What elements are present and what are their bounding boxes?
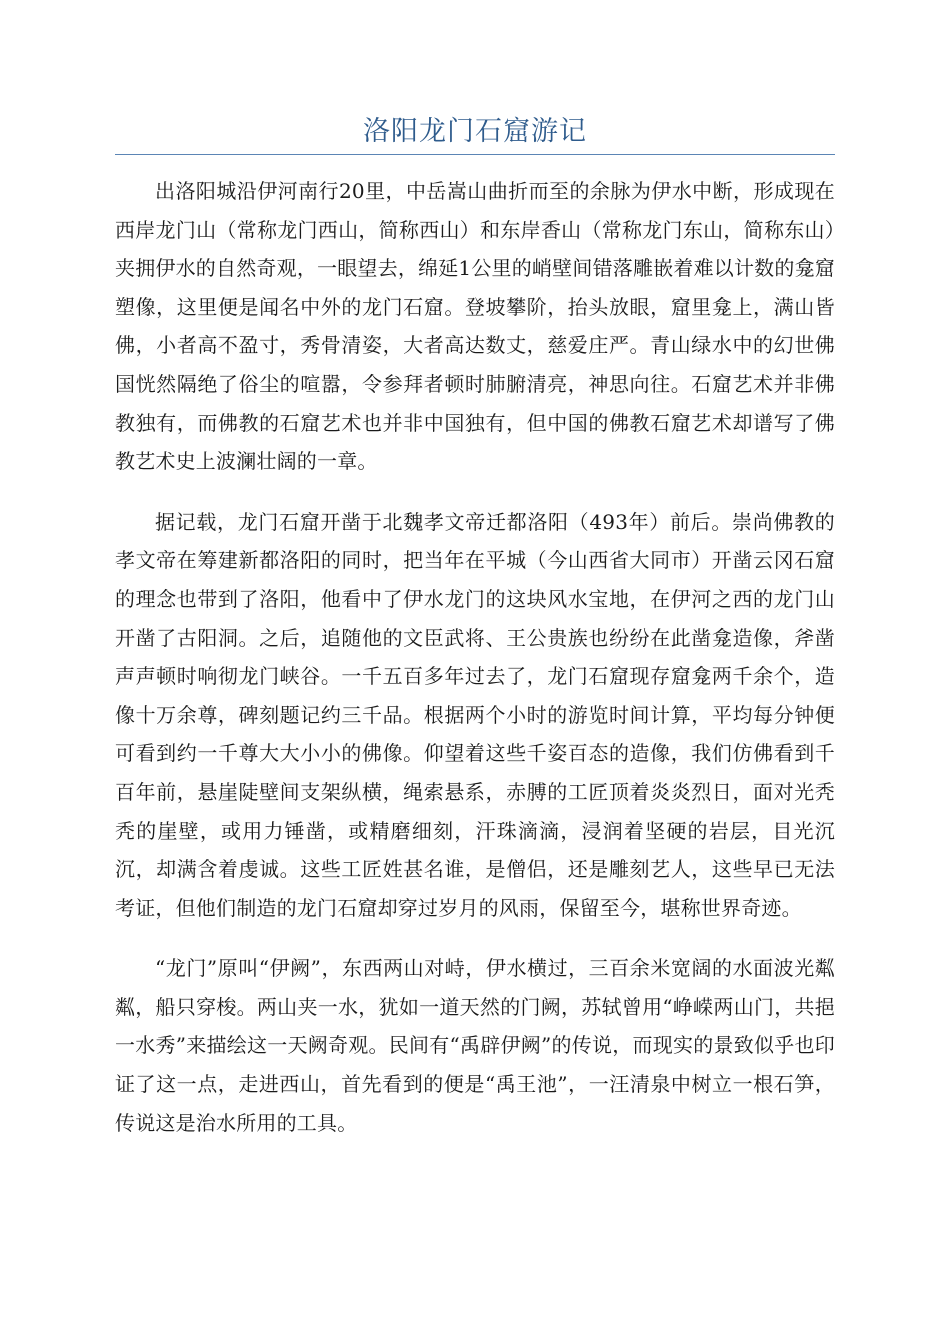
paragraph-2: 据记载，龙门石窟开凿于北魏孝文帝迁都洛阳（493年）前后。崇尚佛教的孝文帝在筹建新都洛阳的同时，把当年在平城（今山西省大同市）开凿云冈石窟的理念也带到了洛阳，他看中了伊水龙门的这块风水宝地，在伊河之西的龙门山开凿了古阳洞。之后，追随他的文臣武将、王公贵族也纷纷在此凿龛造像，斧凿声声顿时响彻龙门峡谷。一千五百多年过去了，龙门石窟现存窟龛两千余个，造像十万余尊，碑刻题记约三千品。根据两个小时的游览时间计算，平均每分钟便可看到约一千尊大大小小的佛像。仰望着这些千姿百态的造像，我们仿佛看到千百年前，悬崖陡壁间支架纵横，绳索悬系，赤膊的工匠顶着炎炎烈日，面对光秃秃的崖壁，或用力锤凿，或精磨细刻，汗珠滴滴，浸润着坚硬的岩层，目光沉沉，却满含着虔诚。这些工匠姓甚名谁，是僧侣，还是雕刻艺人，这些早已无法考证，但他们制造的龙门石窟却穿过岁月的风雨，保留至今，堪称世界奇迹。 — [115, 509, 835, 920]
document-title: 洛阳龙门石窟游记 — [363, 116, 587, 147]
document-body — [115, 172, 835, 1164]
paragraph-3: “龙门”原叫“伊阙”，东西两山对峙，伊水横过，三百余米宽阔的水面波光粼粼，船只穿梭。两山夹一水，犹如一道天然的门阙，苏轼曾用“峥嵘两山门，共挹一水秀”来描绘这一天阙奇观。民间有“禹辟伊阙”的传说，而现实的景致似乎也印证了这一点，走进西山，首先看到的便是“禹王池”，一汪清泉中树立一根石笋，传说这是治水所用的工具。 — [115, 956, 835, 1135]
title-underline — [115, 154, 835, 155]
paragraph-1: 出洛阳城沿伊河南行20里，中岳嵩山曲折而至的余脉为伊水中断，形成现在西岸龙门山（常称龙门西山，简称西山）和东岸香山（常称龙门东山，简称东山）夹拥伊水的自然奇观，一眼望去，绵延1公里的峭壁间错落雕嵌着难以计数的龛窟塑像，这里便是闻名中外的龙门石窟。登坡攀阶，抬头放眼，窟里龛上，满山皆佛，小者高不盈寸，秀骨清姿，大者高达数丈，慈爱庄严。青山绿水中的幻世佛国恍然隔绝了俗尘的喧嚣，令参拜者顿时肺腑清亮，神思向往。石窟艺术并非佛教独有，而佛教的石窟艺术也并非中国独有，但中国的佛教石窟艺术却谱写了佛教艺术史上波澜壮阔的一章。 — [115, 179, 835, 474]
